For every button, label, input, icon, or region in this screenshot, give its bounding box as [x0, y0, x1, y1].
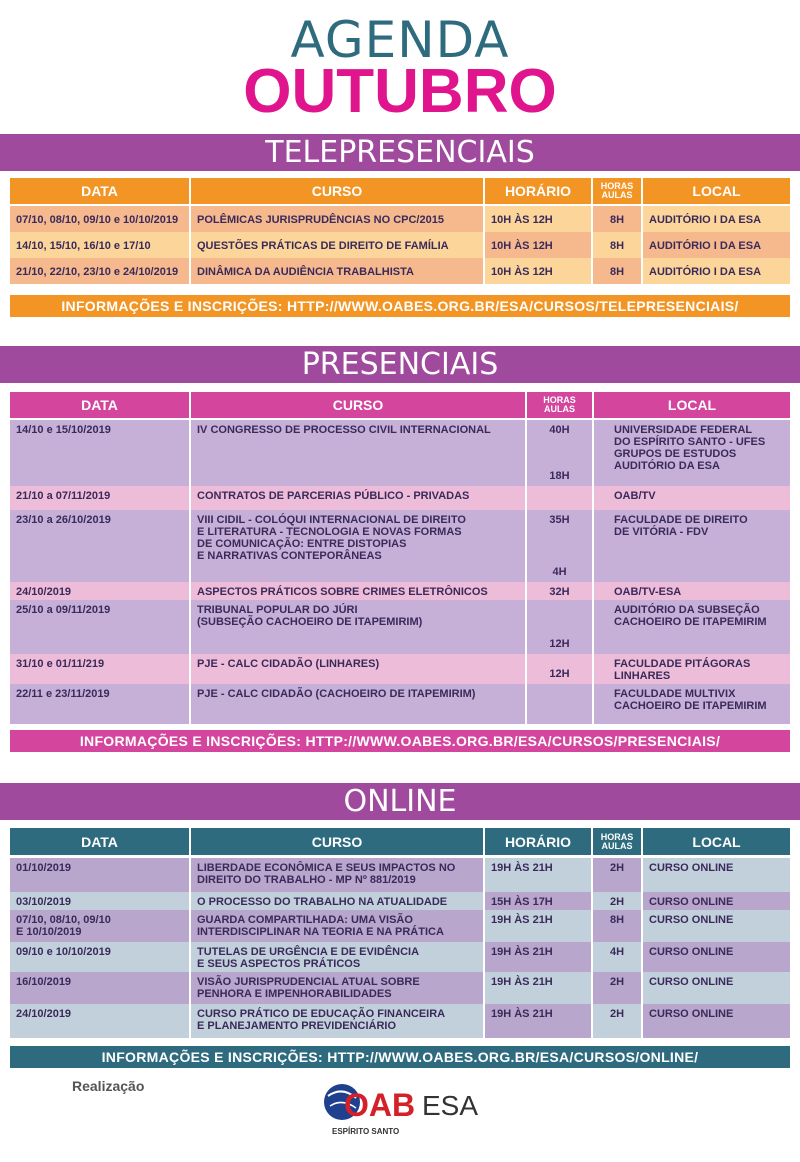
row-date: 14/10 e 15/10/2019	[10, 420, 189, 486]
row-date: 14/10, 15/10, 16/10 e 17/10	[10, 232, 189, 258]
row-hours-a: 35H	[549, 514, 570, 526]
col-curso-header: CURSO	[189, 178, 483, 204]
info-link-online[interactable]: INFORMAÇÕES E INSCRIÇÕES: HTTP://WWW.OABES.ORG.BR/ESA/CURSOS/ONLINE/	[10, 1046, 790, 1068]
logo-sub-text: ESPÍRITO SANTO	[332, 1127, 400, 1136]
aulas-label: AULAS	[544, 404, 575, 414]
table-online	[10, 828, 790, 1038]
row-location: CURSO ONLINE	[641, 910, 790, 942]
col-horas-header	[591, 828, 641, 855]
row-location: FACULDADE DE DIREITO DE VITÓRIA - FDV	[592, 510, 790, 582]
row-location: AUDITÓRIO I DA ESA	[641, 206, 790, 232]
row-date: 01/10/2019	[10, 858, 189, 892]
row-hours: 8H	[591, 258, 641, 284]
table-row	[10, 910, 790, 942]
row-date: 21/10, 22/10, 23/10 e 24/10/2019	[10, 258, 189, 284]
row-hours	[525, 510, 592, 582]
row-date: 24/10/2019	[10, 1004, 189, 1038]
info-link-presenciais[interactable]: INFORMAÇÕES E INSCRIÇÕES: HTTP://WWW.OABES.ORG.BR/ESA/CURSOS/PRESENCIAIS/	[10, 730, 790, 752]
row-course: IV CONGRESSO DE PROCESSO CIVIL INTERNACIONAL	[189, 420, 525, 486]
row-location: OAB/TV-ESA	[592, 582, 790, 600]
table-telepresenciais	[10, 178, 790, 288]
table-row	[10, 582, 790, 600]
col-data-header: DATA	[10, 392, 189, 418]
col-curso-header: CURSO	[189, 392, 525, 418]
row-hours: 2H	[591, 972, 641, 1004]
col-horas-header	[591, 178, 641, 204]
table-row	[10, 420, 790, 486]
row-course: QUESTÕES PRÁTICAS DE DIREITO DE FAMÍLIA	[189, 232, 483, 258]
table-row	[10, 942, 790, 972]
row-hours	[525, 486, 592, 510]
row-time: 10H ÀS 12H	[483, 258, 591, 284]
row-location: CURSO ONLINE	[641, 1004, 790, 1038]
row-date: 23/10 a 26/10/2019	[10, 510, 189, 582]
row-hours: 2H	[591, 892, 641, 910]
row-hours-a: 40H	[549, 424, 570, 436]
col-curso-header: CURSO	[189, 828, 483, 855]
row-hours	[525, 654, 592, 684]
col-local-header: LOCAL	[641, 828, 790, 855]
row-time: 19H ÀS 21H	[483, 1004, 591, 1038]
row-date: 07/10, 08/10, 09/10 e 10/10/2019	[10, 206, 189, 232]
col-horas-header	[525, 392, 592, 418]
oab-esa-logo	[320, 1078, 490, 1138]
row-location: FACULDADE MULTIVIX CACHOEIRO DE ITAPEMIRIM	[592, 684, 790, 724]
logo-oab-text: OAB	[344, 1087, 416, 1123]
aulas-label: AULAS	[601, 190, 633, 200]
table-presenciais	[10, 392, 790, 725]
row-hours	[525, 600, 592, 654]
table-row	[10, 510, 790, 582]
row-location: CURSO ONLINE	[641, 942, 790, 972]
logo-esa-text: ESA	[422, 1090, 479, 1121]
row-date: 31/10 e 01/11/219	[10, 654, 189, 684]
col-local-header: LOCAL	[641, 178, 790, 204]
col-horario-header: HORÁRIO	[483, 178, 591, 204]
row-hours-b: 4H	[552, 566, 567, 578]
page-title: AGENDA	[290, 11, 510, 69]
row-location: CURSO ONLINE	[641, 858, 790, 892]
row-date: 07/10, 08/10, 09/10 E 10/10/2019	[10, 910, 189, 942]
col-horario-header: HORÁRIO	[483, 828, 591, 855]
table-row	[10, 654, 790, 684]
aulas-label: AULAS	[601, 840, 633, 851]
table-row	[10, 258, 790, 284]
row-location: OAB/TV	[592, 486, 790, 510]
table-row	[10, 600, 790, 654]
row-date: 25/10 a 09/11/2019	[10, 600, 189, 654]
row-course: GUARDA COMPARTILHADA: UMA VISÃO INTERDISCIPLINAR NA TEORIA E NA PRÁTICA	[189, 910, 483, 942]
row-location: CURSO ONLINE	[641, 972, 790, 1004]
row-course: TUTELAS DE URGÊNCIA E DE EVIDÊNCIA E SEUS ASPECTOS PRÁTICOS	[189, 942, 483, 972]
row-course: TRIBUNAL POPULAR DO JÚRI (SUBSEÇÃO CACHOEIRO DE ITAPEMIRIM)	[189, 600, 525, 654]
col-local-header: LOCAL	[592, 392, 790, 418]
row-course: ASPECTOS PRÁTICOS SOBRE CRIMES ELETRÔNICOS	[189, 582, 525, 600]
row-hours: 2H	[591, 1004, 641, 1038]
info-link-telepresenciais[interactable]: INFORMAÇÕES E INSCRIÇÕES: HTTP://WWW.OABES.ORG.BR/ESA/CURSOS/TELEPRESENCIAIS/	[10, 295, 790, 317]
section-band-presenciais: PRESENCIAIS	[0, 346, 800, 383]
row-location: UNIVERSIDADE FEDERAL DO ESPÍRITO SANTO - UFES GRUPOS DE ESTUDOS AUDITÓRIO DA ESA	[592, 420, 790, 486]
table-header	[10, 828, 790, 855]
row-hours	[525, 684, 592, 724]
row-hours-b: 12H	[549, 638, 570, 650]
row-location: FACULDADE PITÁGORAS LINHARES	[592, 654, 790, 684]
table-row	[10, 892, 790, 910]
row-hours-a: 32H	[549, 586, 570, 598]
section-band-online: ONLINE	[0, 783, 800, 820]
row-course: CONTRATOS DE PARCERIAS PÚBLICO - PRIVADAS	[189, 486, 525, 510]
table-row	[10, 486, 790, 510]
row-course: PJE - CALC CIDADÃO (LINHARES)	[189, 654, 525, 684]
oab-logo-icon	[320, 1078, 490, 1138]
row-location: AUDITÓRIO DA SUBSEÇÃO CACHOEIRO DE ITAPEMIRIM	[592, 600, 790, 654]
row-course: CURSO PRÁTICO DE EDUCAÇÃO FINANCEIRA E PLANEJAMENTO PREVIDENCIÁRIO	[189, 1004, 483, 1038]
page-subtitle: OUTUBRO	[243, 57, 557, 126]
row-hours	[525, 420, 592, 486]
row-date: 03/10/2019	[10, 892, 189, 910]
col-data-header: DATA	[10, 178, 189, 204]
row-date: 24/10/2019	[10, 582, 189, 600]
section-band-telepresenciais: TELEPRESENCIAIS	[0, 134, 800, 171]
row-location: CURSO ONLINE	[641, 892, 790, 910]
row-time: 10H ÀS 12H	[483, 206, 591, 232]
row-hours-b: 18H	[549, 470, 570, 482]
table-row	[10, 1004, 790, 1038]
row-time: 19H ÀS 21H	[483, 972, 591, 1004]
row-hours	[525, 582, 592, 600]
row-date: 09/10 e 10/10/2019	[10, 942, 189, 972]
table-header	[10, 392, 790, 418]
row-location: AUDITÓRIO I DA ESA	[641, 258, 790, 284]
horas-label: HORAS	[600, 181, 634, 191]
realizacao-label: Realização	[72, 1078, 145, 1094]
row-hours: 4H	[591, 942, 641, 972]
row-course: VISÃO JURISPRUDENCIAL ATUAL SOBRE PENHORA E IMPENHORABILIDADES	[189, 972, 483, 1004]
row-course: LIBERDADE ECONÔMICA E SEUS IMPACTOS NO DIREITO DO TRABALHO - MP Nº 881/2019	[189, 858, 483, 892]
row-location: AUDITÓRIO I DA ESA	[641, 232, 790, 258]
col-data-header: DATA	[10, 828, 189, 855]
table-row	[10, 232, 790, 258]
row-time: 10H ÀS 12H	[483, 232, 591, 258]
row-hours: 8H	[591, 232, 641, 258]
row-course: PJE - CALC CIDADÃO (CACHOEIRO DE ITAPEMIRIM)	[189, 684, 525, 724]
row-hours: 8H	[591, 206, 641, 232]
row-time: 15H ÀS 17H	[483, 892, 591, 910]
row-course: O PROCESSO DO TRABALHO NA ATUALIDADE	[189, 892, 483, 910]
horas-label: HORAS	[543, 395, 576, 405]
table-row	[10, 206, 790, 232]
table-row	[10, 858, 790, 892]
row-date: 21/10 a 07/11/2019	[10, 486, 189, 510]
row-date: 22/11 e 23/11/2019	[10, 684, 189, 724]
horas-label: HORAS	[600, 831, 634, 842]
row-date: 16/10/2019	[10, 972, 189, 1004]
table-header	[10, 178, 790, 204]
row-hours: 8H	[591, 910, 641, 942]
table-row	[10, 972, 790, 1004]
row-course: POLÊMICAS JURISPRUDÊNCIAS NO CPC/2015	[189, 206, 483, 232]
row-hours: 2H	[591, 858, 641, 892]
row-time: 19H ÀS 21H	[483, 910, 591, 942]
row-course: DINÂMICA DA AUDIÊNCIA TRABALHISTA	[189, 258, 483, 284]
row-time: 19H ÀS 21H	[483, 858, 591, 892]
table-row	[10, 684, 790, 724]
row-hours-b: 12H	[549, 668, 570, 680]
row-time: 19H ÀS 21H	[483, 942, 591, 972]
row-course: VIII CIDIL - COLÓQUI INTERNACIONAL DE DIREITO E LITERATURA - TECNOLOGIA E NOVAS FORMAS DE COMUNICAÇÃO: ENTRE DISTOPIAS E NARRATIVAS CONTEPORÂNEAS	[189, 510, 525, 582]
